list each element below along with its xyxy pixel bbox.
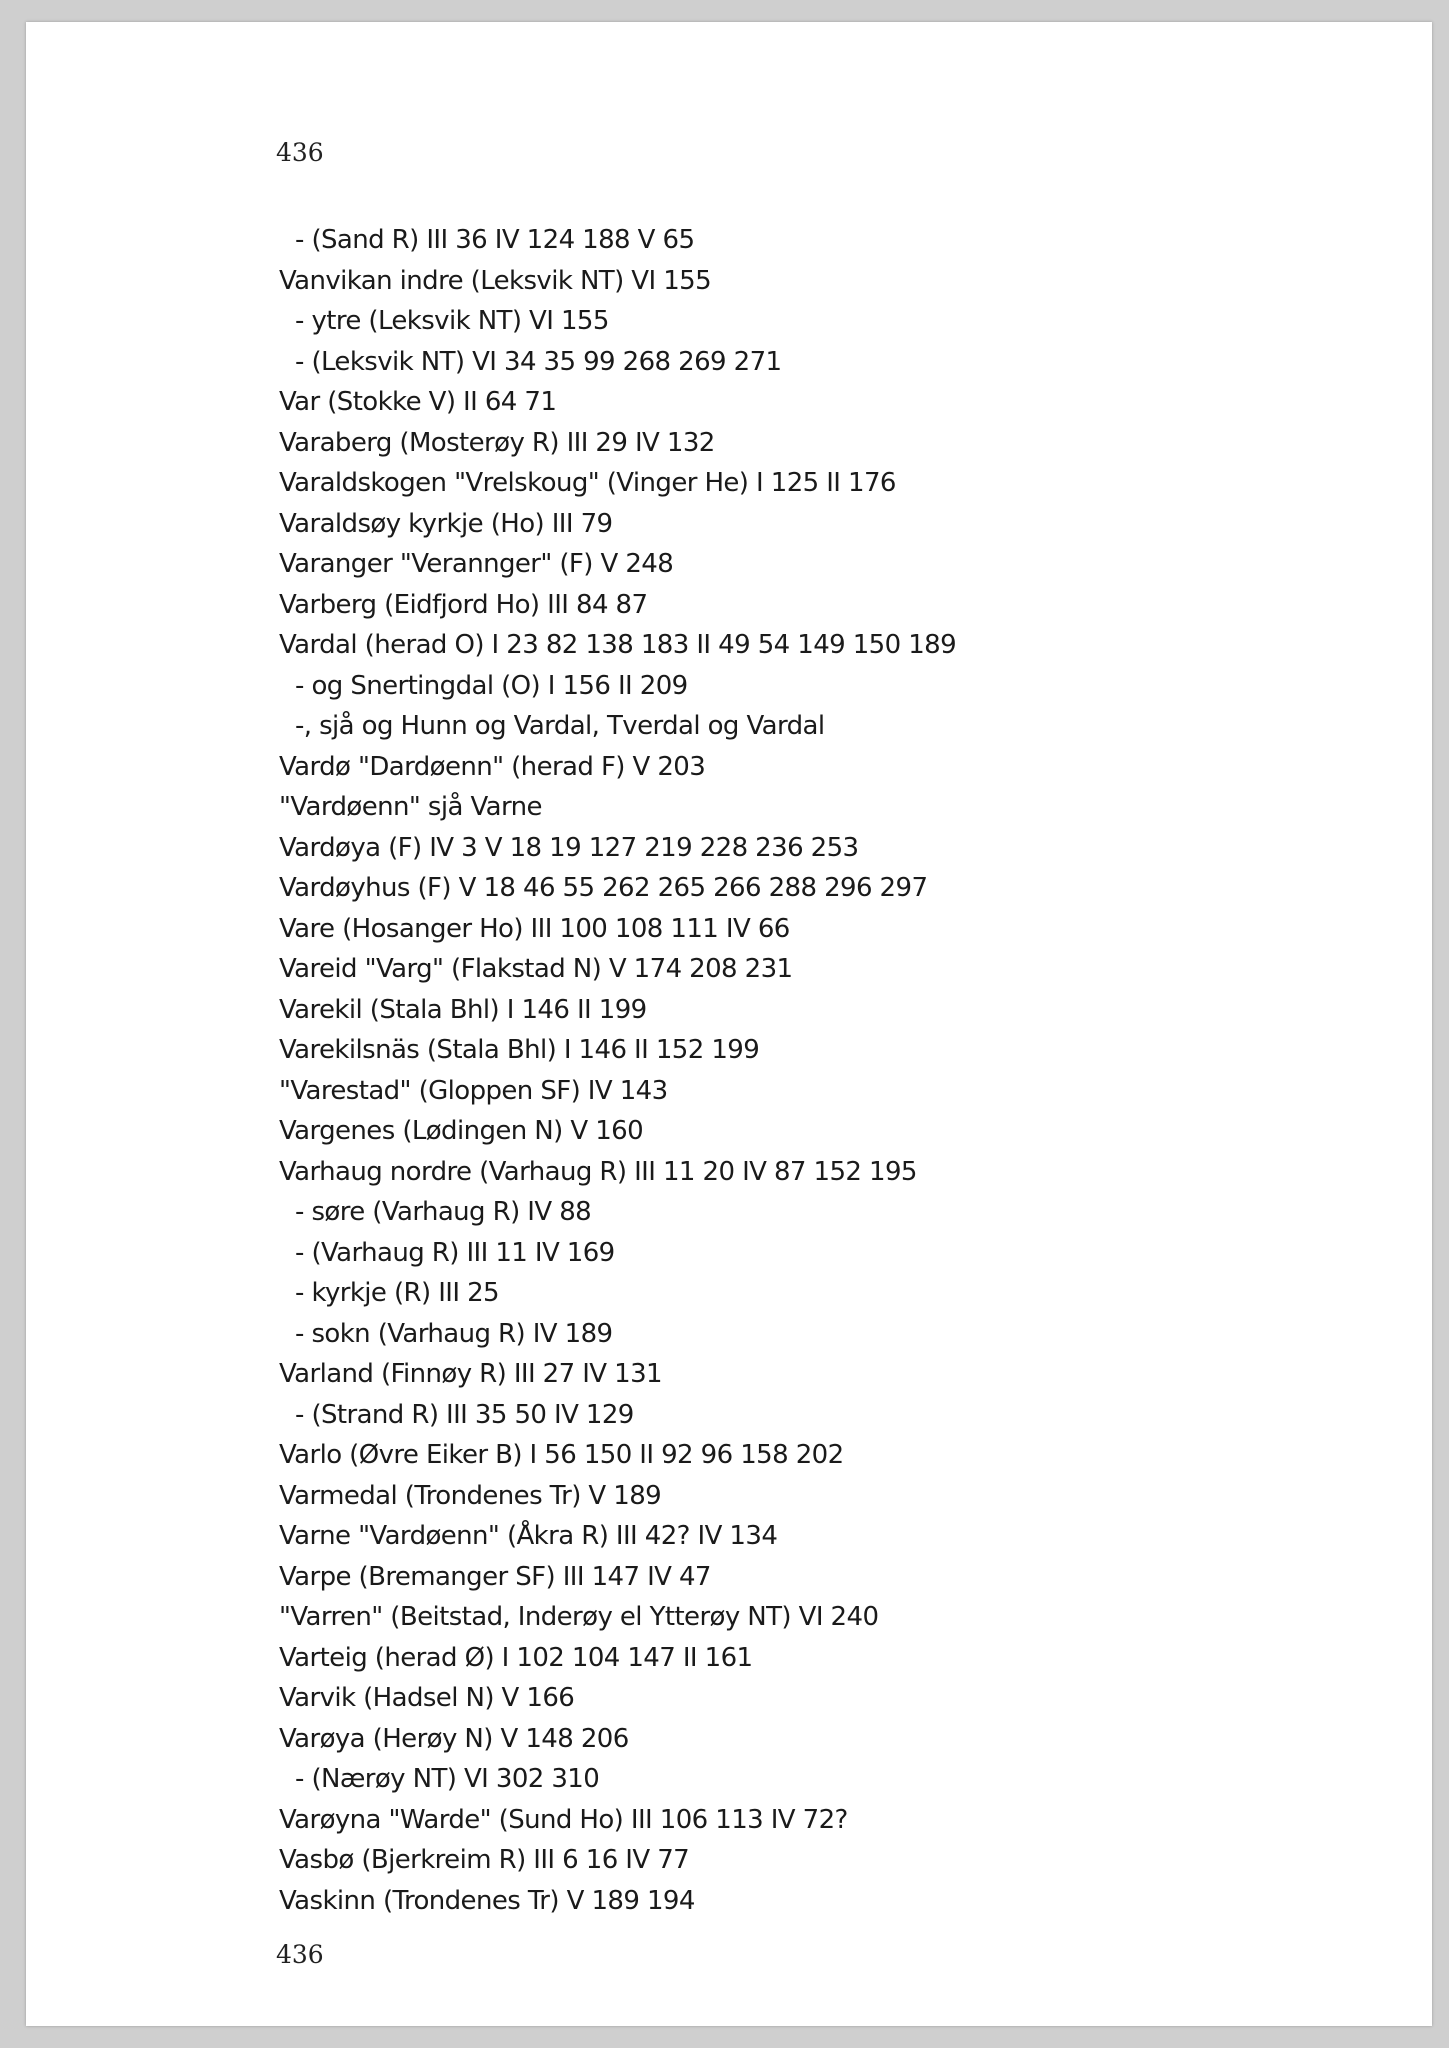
index-entry: Varvik (Hadsel N) V 166 bbox=[279, 1683, 575, 1713]
index-entry: Varhaug nordre (Varhaug R) III 11 20 IV 87 152 195 bbox=[279, 1156, 917, 1187]
index-entry: "Vardøenn" sjå Varne bbox=[279, 792, 542, 822]
index-entry: Varland (Finnøy R) III 27 IV 131 bbox=[279, 1359, 662, 1389]
index-entry: "Varren" (Beitstad, Inderøy el Ytterøy NT) VI 240 bbox=[279, 1602, 879, 1632]
index-entry: Vargenes (Lødingen N) V 160 bbox=[279, 1116, 644, 1146]
index-entry: Varmedal (Trondenes Tr) V 189 bbox=[279, 1480, 662, 1511]
index-entry: Varøya (Herøy N) V 148 206 bbox=[279, 1723, 629, 1754]
index-entry: Varaberg (Mosterøy R) III 29 IV 132 bbox=[279, 427, 715, 458]
index-subentry: - sokn (Varhaug R) IV 189 bbox=[295, 1318, 613, 1349]
page-number-top: 436 bbox=[276, 138, 324, 167]
index-entry: Varne "Vardøenn" (Åkra R) III 42? IV 134 bbox=[279, 1521, 778, 1551]
index-entry: Vardø "Dardøenn" (herad F) V 203 bbox=[279, 751, 706, 782]
index-entry: Vare (Hosanger Ho) III 100 108 111 IV 66 bbox=[279, 913, 790, 944]
index-entry: Vanvikan indre (Leksvik NT) VI 155 bbox=[279, 265, 712, 296]
index-subentry: -, sjå og Hunn og Vardal, Tverdal og Vardal bbox=[295, 711, 825, 741]
index-entry: Varøyna "Warde" (Sund Ho) III 106 113 IV 72? bbox=[279, 1804, 848, 1835]
index-subentry: - (Leksvik NT) VI 34 35 99 268 269 271 bbox=[295, 346, 782, 377]
index-entry: Var (Stokke V) II 64 71 bbox=[279, 387, 557, 417]
index-entry: Varpe (Bremanger SF) III 147 IV 47 bbox=[279, 1561, 711, 1592]
index-entry: Varaldskogen "Vrelskoug" (Vinger He) I 125 II 176 bbox=[279, 468, 896, 498]
index-entry: Varekil (Stala Bhl) I 146 II 199 bbox=[279, 994, 647, 1025]
document-page bbox=[26, 22, 1432, 2026]
page-number-bottom: 436 bbox=[276, 1940, 324, 1969]
index-entry: Vareid "Varg" (Flakstad N) V 174 208 231 bbox=[279, 954, 793, 984]
index-entry: Varteig (herad Ø) I 102 104 147 II 161 bbox=[279, 1642, 753, 1673]
index-subentry: - ytre (Leksvik NT) VI 155 bbox=[295, 306, 609, 336]
index-entry: Vardøya (F) IV 3 V 18 19 127 219 228 236 253 bbox=[279, 832, 859, 863]
index-subentry: - søre (Varhaug R) IV 88 bbox=[295, 1197, 592, 1227]
index-subentry: - (Sand R) III 36 IV 124 188 V 65 bbox=[295, 225, 695, 255]
index-entry: Varanger "Verannger" (F) V 248 bbox=[279, 549, 674, 579]
index-entry: Varekilsnäs (Stala Bhl) I 146 II 152 199 bbox=[279, 1035, 760, 1065]
index-entry: Varberg (Eidfjord Ho) III 84 87 bbox=[279, 589, 648, 620]
index-subentry: - (Nærøy NT) VI 302 310 bbox=[295, 1764, 600, 1794]
index-entry: Vardal (herad O) I 23 82 138 183 II 49 54 149 150 189 bbox=[279, 630, 957, 660]
index-entry: Vardøyhus (F) V 18 46 55 262 265 266 288 296 297 bbox=[279, 873, 928, 903]
index-entry: Vasbø (Bjerkreim R) III 6 16 IV 77 bbox=[279, 1845, 690, 1875]
index-subentry: - og Snertingdal (O) I 156 II 209 bbox=[295, 670, 688, 701]
index-subentry: - (Varhaug R) III 11 IV 169 bbox=[295, 1237, 615, 1268]
index-subentry: - (Strand R) III 35 50 IV 129 bbox=[295, 1399, 634, 1430]
index-subentry: - kyrkje (R) III 25 bbox=[295, 1278, 499, 1308]
index-entry: Varaldsøy kyrkje (Ho) III 79 bbox=[279, 508, 613, 539]
index-entry: "Varestad" (Gloppen SF) IV 143 bbox=[279, 1075, 668, 1106]
index-entry: Vaskinn (Trondenes Tr) V 189 194 bbox=[279, 1885, 695, 1916]
index-list bbox=[279, 220, 1379, 1921]
index-entry: Varlo (Øvre Eiker B) I 56 150 II 92 96 158 202 bbox=[279, 1440, 844, 1470]
